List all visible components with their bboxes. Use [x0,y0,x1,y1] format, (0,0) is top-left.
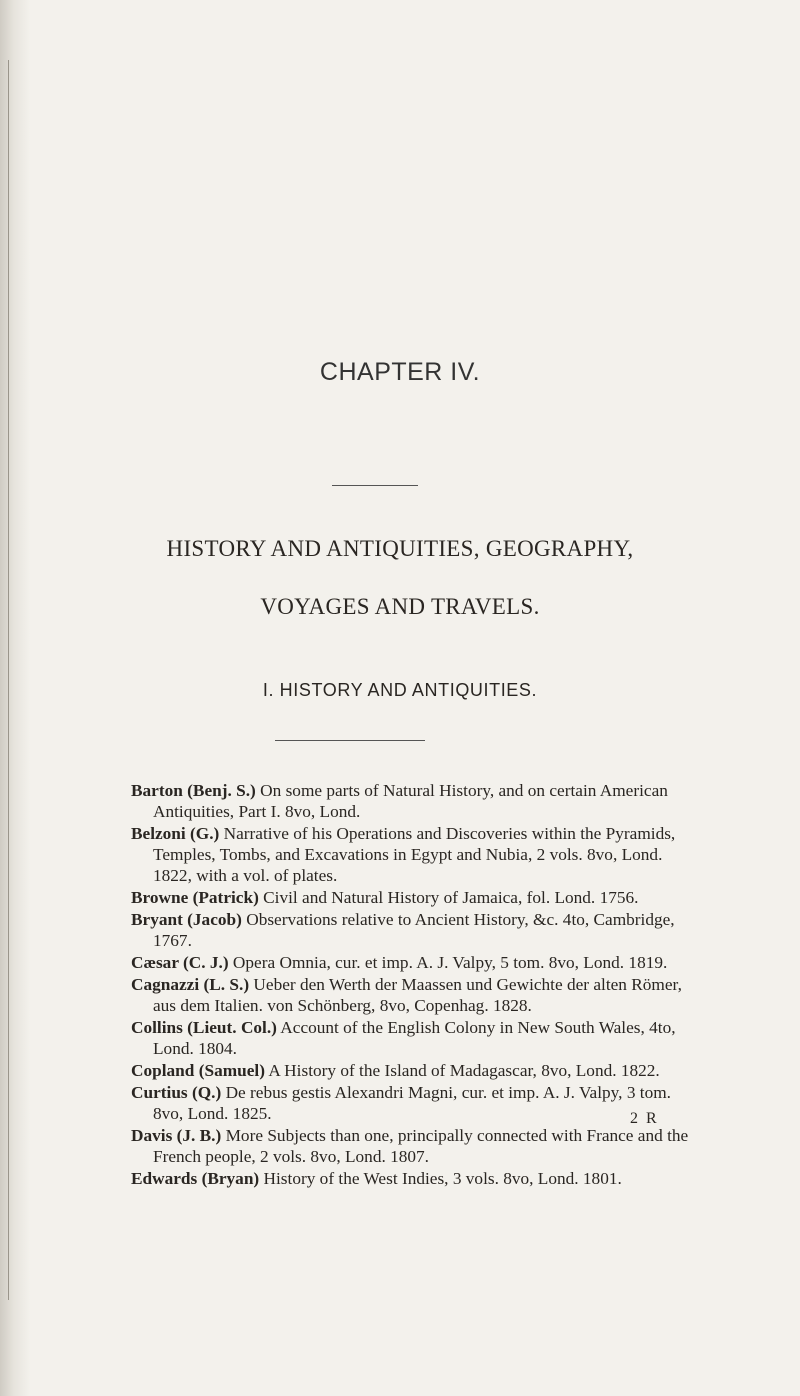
bibliography-entry [131,1082,691,1124]
entry-author: Cagnazzi (L. S.) [131,975,250,994]
entry-author: Davis (J. B.) [131,1126,222,1145]
entry-text: Observations relative to Ancient History, &c. 4to, Cambridge, 1767. [153,910,675,950]
subsection-heading: I. HISTORY AND ANTIQUITIES. [262,680,538,700]
entry-author: Bryant (Jacob) [131,910,242,929]
section-heading-line1: HISTORY AND ANTIQUITIES, GEOGRAPHY, [166,536,634,561]
bibliography-entry [131,887,691,908]
entry-author: Curtius (Q.) [131,1083,222,1102]
entry-author: Copland (Samuel) [131,1061,265,1080]
entry-text: A History of the Island of Madagascar, 8vo, Lond. 1822. [264,1061,660,1080]
entry-text: History of the West Indies, 3 vols. 8vo, Lond. 1801. [259,1169,622,1188]
divider-rule [332,485,418,486]
bibliography-entry [131,952,691,973]
bibliography-entry [131,1125,691,1167]
bibliography-list [131,780,691,1190]
entry-text: Opera Omnia, cur. et imp. A. J. Valpy, 5 tom. 8vo, Lond. 1819. [228,953,668,972]
entry-text: Account of the English Colony in New South Wales, 4to, Lond. 1804. [153,1018,676,1058]
bibliography-entry [131,1060,691,1081]
entry-author: Collins (Lieut. Col.) [131,1018,277,1037]
bibliography-entry [131,780,691,822]
bibliography-entry [131,974,691,1016]
signature-mark: 2 R [630,1110,659,1127]
entry-author: Cæsar (C. J.) [131,953,229,972]
section-heading-line2: VOYAGES AND TRAVELS. [260,594,540,619]
bibliography-entry [131,1017,691,1059]
entry-author: Barton (Benj. S.) [131,781,256,800]
entry-author: Belzoni (G.) [131,824,220,843]
divider-rule [275,740,425,741]
entry-text: On some parts of Natural History, and on certain American Antiquities, Part I. 8vo, Lond. [153,781,668,821]
entry-text: Ueber den Werth der Maassen und Gewichte der alten Römer, aus dem Italien. von Schönberg, 8vo, Copenhag. 1828. [153,975,682,1015]
bibliography-entry [131,909,691,951]
bibliography-entry [131,1168,691,1189]
entry-text: De rebus gestis Alexandri Magni, cur. et imp. A. J. Valpy, 3 tom. 8vo, Lond. 1825. [153,1083,671,1123]
entry-text: Narrative of his Operations and Discoveries within the Pyramids, Temples, Tombs, and Excavations in Egypt and Nubia, 2 vols. 8vo, Lond. 1822, with a vol. of plates. [153,824,676,885]
entry-text: More Subjects than one, principally connected with France and the French people, 2 vols. 8vo, Lond. 1807. [153,1126,689,1166]
entry-text: Civil and Natural History of Jamaica, fol. Lond. 1756. [258,888,639,907]
chapter-title: CHAPTER IV. [319,358,481,386]
entry-author: Browne (Patrick) [131,888,259,907]
bibliography-entry [131,823,691,886]
entry-author: Edwards (Bryan) [131,1169,260,1188]
